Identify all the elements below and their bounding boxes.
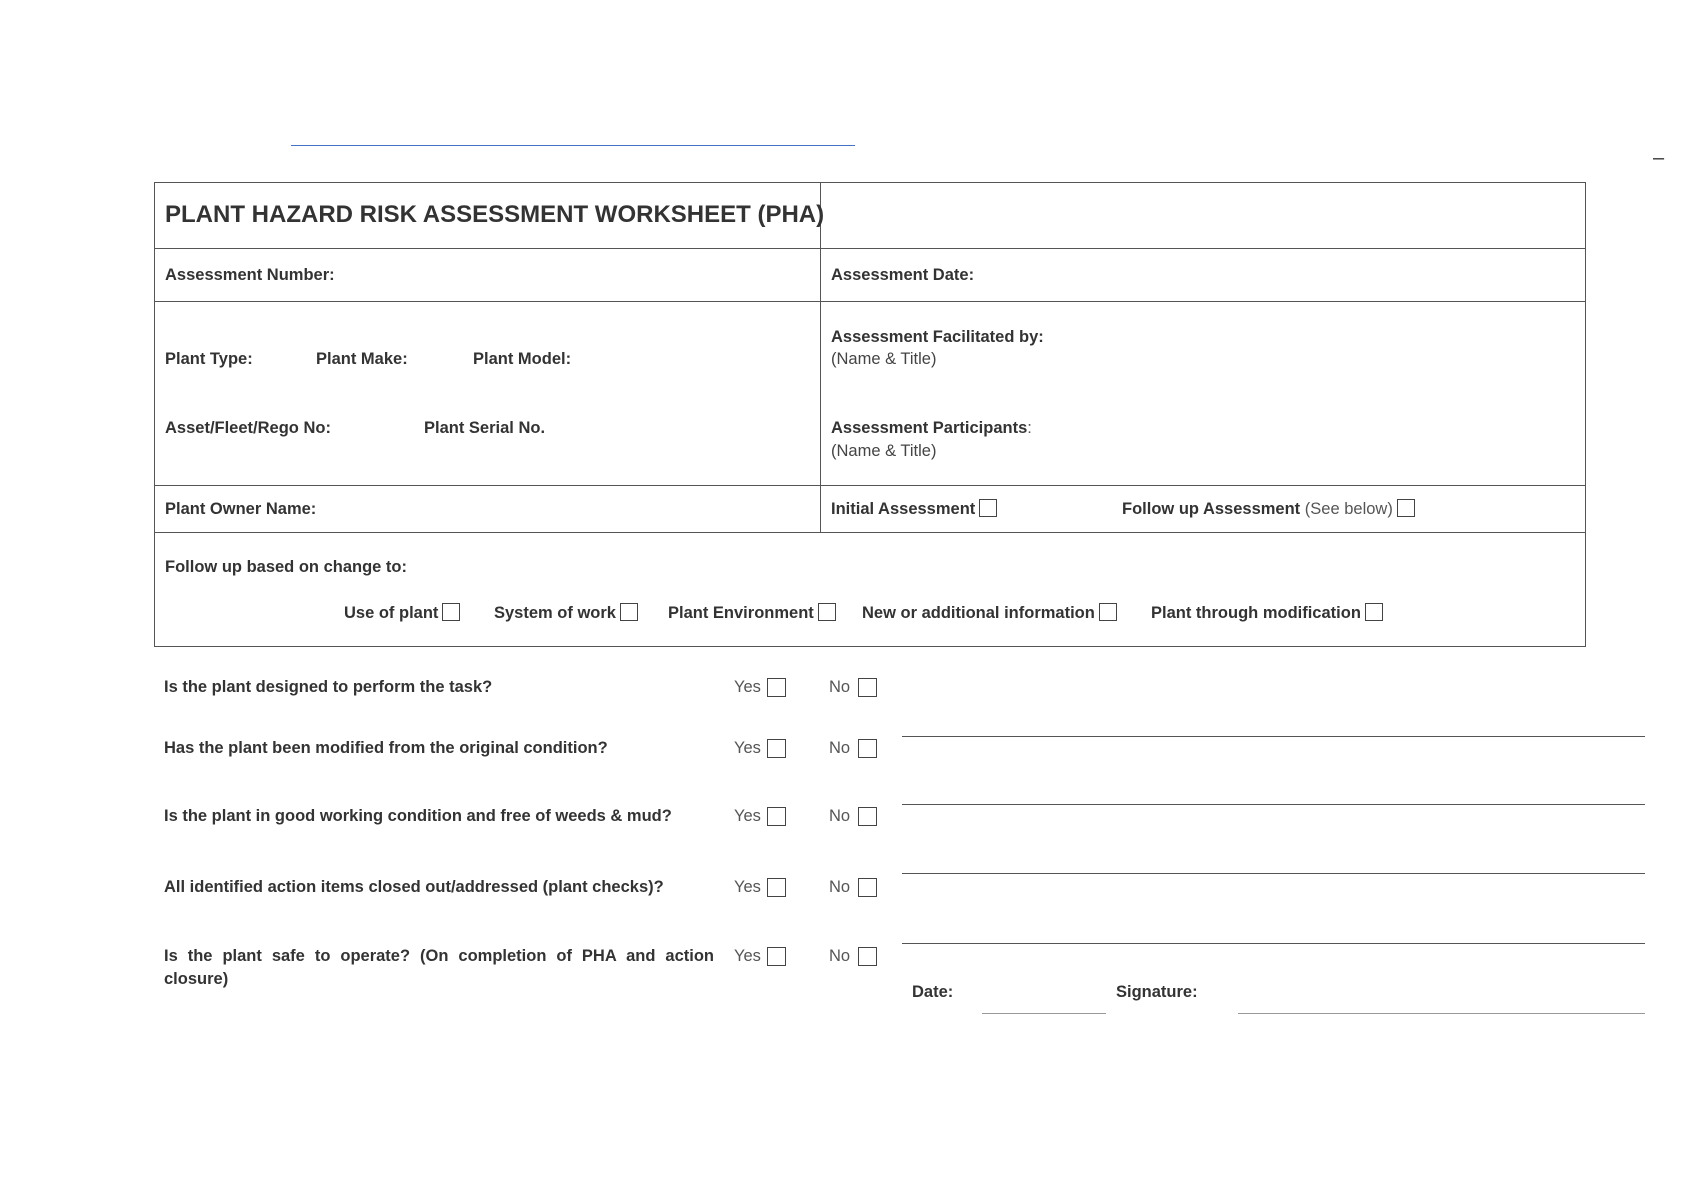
participants-label <box>831 417 1032 439</box>
asset-fleet-rego-label: Asset/Fleet/Rego No: <box>165 419 331 437</box>
question-safe-line-2: closure) <box>164 970 229 988</box>
plant-serial-label: Plant Serial No. <box>424 419 546 437</box>
follow-up-option-label: Plant through modification <box>1151 604 1361 622</box>
follow-up-option-system <box>494 602 638 624</box>
no-label: No <box>829 807 851 825</box>
follow-up-assessment-label: Follow up Assessment <box>1122 500 1301 518</box>
signature-label: Signature: <box>1116 983 1198 1001</box>
condition-yes-checkbox[interactable] <box>767 807 786 826</box>
question-condition: Is the plant in good working condition and free of weeds & mud? <box>164 807 672 825</box>
question-safe-text: Is the plant safe to operate? (On completion of PHA and action <box>164 947 714 965</box>
designed-no-checkbox[interactable] <box>858 678 877 697</box>
facilitated-by-label: Assessment Facilitated by: <box>831 328 1044 346</box>
participants-hint: (Name & Title) <box>831 442 937 460</box>
follow-up-option-label: Plant Environment <box>668 604 814 622</box>
initial-assessment-label: Initial Assessment <box>831 500 976 518</box>
signature-line[interactable] <box>1238 1013 1645 1014</box>
participants-text: Assessment Participants <box>831 419 1028 437</box>
plant-type-label: Plant Type: <box>165 350 253 368</box>
use-of-plant-checkbox[interactable] <box>442 603 460 621</box>
follow-up-option-environment <box>668 602 836 624</box>
plant-owner-label: Plant Owner Name: <box>165 500 317 518</box>
question-actions-closed: All identified action items closed out/addressed (plant checks)? <box>164 878 664 896</box>
initial-assessment-option <box>831 498 997 520</box>
plant-modification-checkbox[interactable] <box>1365 603 1383 621</box>
condition-no-checkbox[interactable] <box>858 807 877 826</box>
yes-label: Yes <box>734 947 761 965</box>
modified-yes-checkbox[interactable] <box>767 739 786 758</box>
actions-yes-checkbox[interactable] <box>767 878 786 897</box>
new-information-checkbox[interactable] <box>1099 603 1117 621</box>
question-designed: Is the plant designed to perform the task? <box>164 678 493 696</box>
follow-up-assessment-option <box>1122 498 1415 520</box>
page-title: PLANT HAZARD RISK ASSESSMENT WORKSHEET (PHA) <box>165 201 825 228</box>
follow-up-option-modification <box>1151 602 1383 624</box>
follow-up-option-label: Use of plant <box>344 604 439 622</box>
follow-up-note: (See below) <box>1304 500 1393 518</box>
follow-up-assessment-checkbox[interactable] <box>1397 499 1415 517</box>
safe-no-checkbox[interactable] <box>858 947 877 966</box>
follow-up-option-label: New or additional information <box>862 604 1095 622</box>
system-of-work-checkbox[interactable] <box>620 603 638 621</box>
plant-model-label: Plant Model: <box>473 350 572 368</box>
follow-up-option-label: System of work <box>494 604 616 622</box>
modified-no-checkbox[interactable] <box>858 739 877 758</box>
header-blue-rule <box>291 145 855 146</box>
actions-no-checkbox[interactable] <box>858 878 877 897</box>
yes-label: Yes <box>734 807 761 825</box>
answer-line <box>902 804 1645 805</box>
row-divider <box>154 532 1586 533</box>
question-safe-line-1 <box>164 945 714 967</box>
no-label: No <box>829 739 851 757</box>
no-label: No <box>829 947 851 965</box>
assessment-number-label: Assessment Number: <box>165 266 335 284</box>
plant-environment-checkbox[interactable] <box>818 603 836 621</box>
date-line[interactable] <box>982 1013 1106 1014</box>
row-divider <box>154 301 1586 302</box>
safe-yes-checkbox[interactable] <box>767 947 786 966</box>
answer-line <box>902 943 1645 944</box>
assessment-date-label: Assessment Date: <box>831 266 975 284</box>
corner-mark: – <box>1653 147 1665 169</box>
initial-assessment-checkbox[interactable] <box>979 499 997 517</box>
yes-label: Yes <box>734 678 761 696</box>
date-label: Date: <box>912 983 954 1001</box>
no-label: No <box>829 878 851 896</box>
column-divider <box>820 182 821 532</box>
question-modified: Has the plant been modified from the original condition? <box>164 739 608 757</box>
row-divider <box>154 485 1586 486</box>
follow-up-option-information <box>862 602 1117 624</box>
follow-up-heading: Follow up based on change to: <box>165 558 407 576</box>
plant-make-label: Plant Make: <box>316 350 408 368</box>
row-divider <box>154 248 1586 249</box>
answer-line <box>902 873 1645 874</box>
follow-up-option-use <box>344 602 460 624</box>
facilitated-by-hint: (Name & Title) <box>831 350 937 368</box>
yes-label: Yes <box>734 878 761 896</box>
no-label: No <box>829 678 851 696</box>
answer-line <box>902 736 1645 737</box>
participants-colon: : <box>1027 419 1032 437</box>
designed-yes-checkbox[interactable] <box>767 678 786 697</box>
yes-label: Yes <box>734 739 761 757</box>
